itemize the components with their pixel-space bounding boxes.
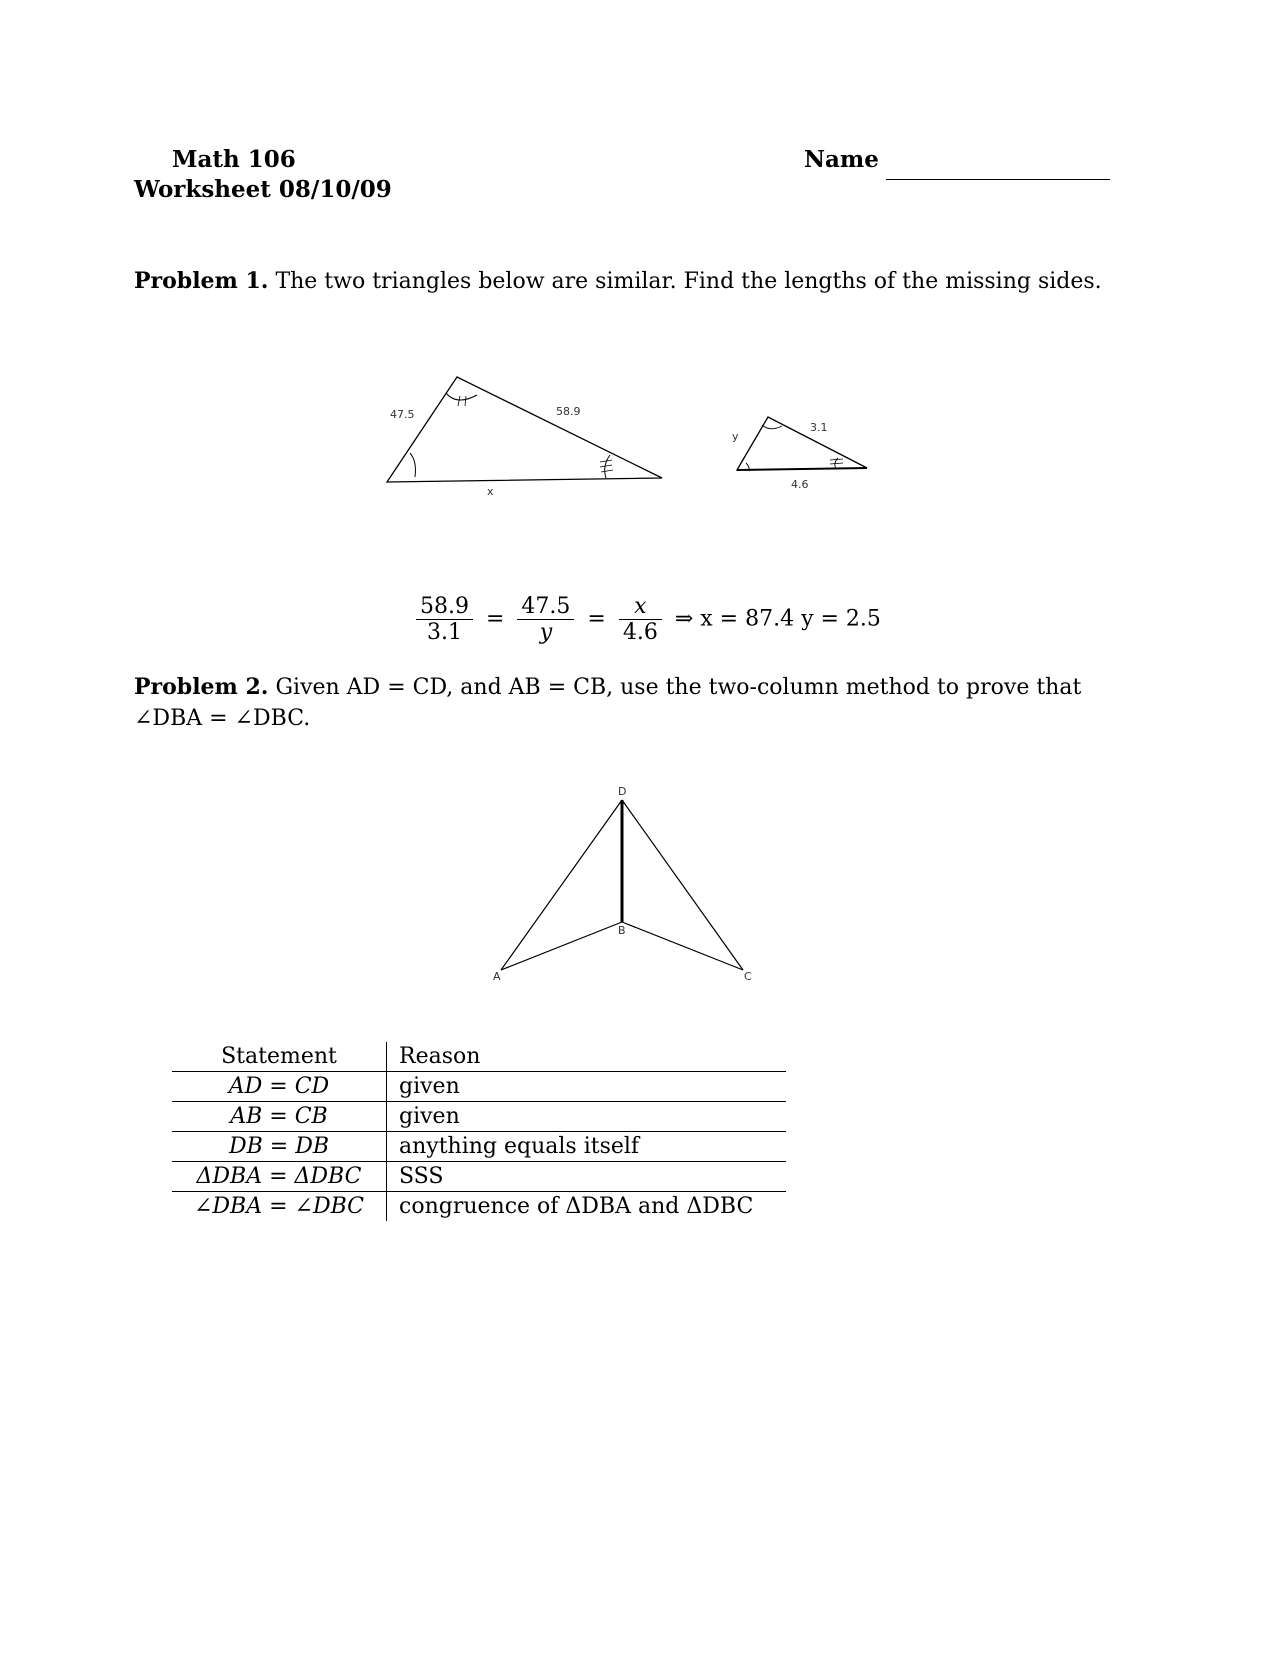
problem2-text-line2: ∠DBA = ∠DBC. (134, 706, 311, 731)
name-blank-line (886, 179, 1110, 180)
proof-row (172, 1162, 786, 1192)
small-top-side-label: 3.1 (810, 421, 828, 434)
proof-statement: DB = DB (172, 1132, 387, 1162)
proof-statement: AB = CB (172, 1102, 387, 1132)
proof-statement: ∠DBA = ∠DBC (172, 1192, 387, 1222)
fraction-2-numerator: 47.5 (517, 594, 574, 620)
small-triangle (737, 417, 867, 471)
proof-reason: anything equals itself (387, 1132, 787, 1162)
proof-row (172, 1132, 786, 1162)
big-bottom-side-label: x (487, 485, 494, 498)
proof-reason: given (387, 1072, 787, 1102)
fraction-2-denominator: y (539, 620, 553, 645)
fraction-1-denominator: 3.1 (426, 620, 462, 645)
kite-diagram (480, 780, 770, 1000)
fraction-1 (416, 594, 473, 645)
reason-column-header: Reason (387, 1042, 787, 1072)
point-c-label: C (744, 970, 752, 983)
proportion-equation (410, 594, 881, 645)
problem1-text: The two triangles below are similar. Find the lengths of the missing sides. (275, 269, 1102, 294)
point-d-label: D (618, 785, 627, 798)
point-a-label: A (493, 970, 501, 983)
worksheet-title: Worksheet 08/10/09 (134, 176, 392, 203)
problem2-text-line1: Given AD = CD, and AB = CB, use the two-column method to prove that (275, 675, 1082, 700)
small-left-side-label: y (732, 430, 739, 443)
proof-header-row (172, 1042, 786, 1072)
fraction-3-numerator: x (619, 594, 662, 620)
equals-sign-1: = (485, 606, 505, 632)
two-column-proof-table (172, 1042, 786, 1221)
proof-statement: ΔDBA = ΔDBC (172, 1162, 387, 1192)
proof-reason: given (387, 1102, 787, 1132)
proof-row (172, 1102, 786, 1132)
segment-da (501, 800, 622, 970)
statement-column-header: Statement (172, 1042, 387, 1072)
proof-reason: SSS (387, 1162, 787, 1192)
similar-triangles-figure (370, 360, 890, 510)
fraction-1-numerator: 58.9 (416, 594, 473, 620)
small-bottom-side-label: 4.6 (791, 478, 809, 491)
problem2-label: Problem 2. (134, 674, 269, 700)
proof-row (172, 1192, 786, 1222)
big-triangle (387, 377, 662, 482)
equals-sign-2: = (587, 606, 606, 632)
course-title: Math 106 (172, 146, 296, 173)
segment-dc (622, 800, 743, 970)
proof-statement: AD = CD (172, 1072, 387, 1102)
equation-result: ⇒ x = 87.4 y = 2.5 (674, 606, 881, 632)
segment-ba (501, 922, 622, 970)
fraction-3 (619, 594, 662, 645)
fraction-2 (517, 594, 574, 645)
point-b-label: B (618, 924, 626, 937)
proof-reason: congruence of ΔDBA and ΔDBC (399, 1194, 754, 1219)
problem2-statement (134, 672, 1134, 734)
proof-row (172, 1072, 786, 1102)
big-top-side-label: 58.9 (556, 405, 581, 418)
name-label: Name (804, 146, 879, 173)
problem1-statement (134, 266, 1134, 297)
big-left-side-label: 47.5 (390, 408, 415, 421)
fraction-3-denominator: 4.6 (622, 620, 658, 645)
problem1-label: Problem 1. (134, 268, 269, 294)
segment-bc (622, 922, 743, 970)
